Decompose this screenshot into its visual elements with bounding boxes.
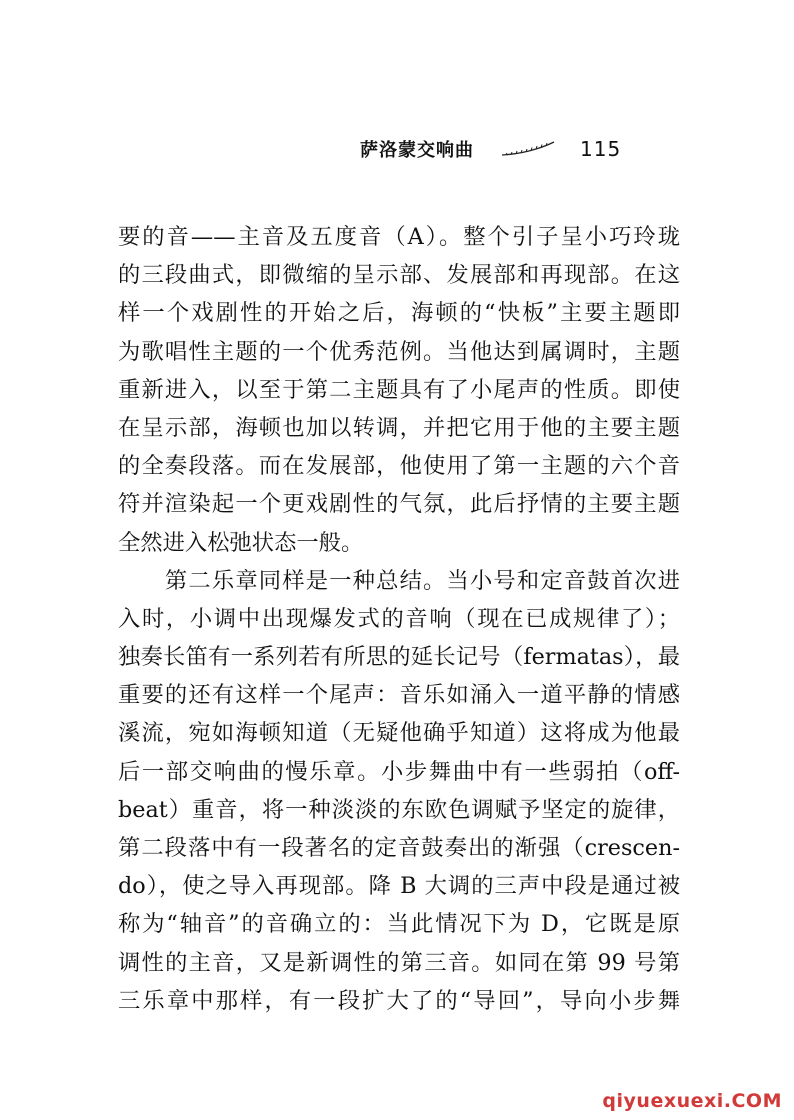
paragraph-1 [118,218,680,562]
text-line: 重要的还有这样一个尾声：音乐如涌入一道平静的情感 [118,682,680,709]
text-line: 的全奏段落。而在发展部，他使用了第一主题的六个音 [118,453,680,480]
page-number: 115 [580,137,622,161]
text-line: 独奏长笛有一系列若有所思的延长记号（fermatas），最 [118,644,680,671]
text-line: 后一部交响曲的慢乐章。小步舞曲中有一些弱拍（off- [118,758,680,785]
text-line: do），使之导入再现部。降 B 大调的三声中段是通过被 [118,873,680,900]
text-line: 第二乐章同样是一种总结。当小号和定音鼓首次进 [118,567,680,594]
text-line: 称为“轴音”的音确立的：当此情况下为 D，它既是原 [118,911,680,938]
text-line: 要的音——主音及五度音（A）。整个引子呈小巧玲珑 [118,224,680,250]
text-line: 全然进入松弛状态一般。 [118,529,364,556]
text-line: 在呈示部，海顿也加以转调，并把它用于他的主要主题 [118,414,680,441]
header-title: 萨洛蒙交响曲 [360,140,474,161]
text-line: beat）重音，将一种淡淡的东欧色调赋予坚定的旋律， [118,796,680,823]
text-line: 样一个戏剧性的开始之后，海顿的“快板”主要主题即 [118,300,680,327]
text-line: 的三段曲式，即微缩的呈示部、发展部和再现部。在这 [118,262,680,289]
paragraph-2 [118,562,680,1020]
text-line: 入时，小调中出现爆发式的音响（现在已成规律了）； [118,605,680,632]
text-line: 符并渲染起一个更戏剧性的气氛，此后抒情的主要主题 [118,491,680,518]
decorative-flourish-icon [500,140,556,158]
watermark: qiyuexuexi.COM [602,1090,782,1112]
text-line: 溪流，宛如海顿知道（无疑他确乎知道）这将成为他最 [118,720,680,747]
text-line: 第二段落中有一段著名的定音鼓奏出的渐强（crescen- [118,835,680,861]
text-line: 三乐章中那样，有一段扩大了的“导回”，导向小步舞 [118,987,680,1014]
running-header [360,134,621,164]
body-text [118,218,680,1020]
text-line: 调性的主音，又是新调性的第三音。如同在第 99 号第 [118,949,680,976]
text-line: 为歌唱性主题的一个优秀范例。当他达到属调时，主题 [118,338,680,365]
text-line: 重新进入，以至于第二主题具有了小尾声的性质。即使 [118,376,680,403]
